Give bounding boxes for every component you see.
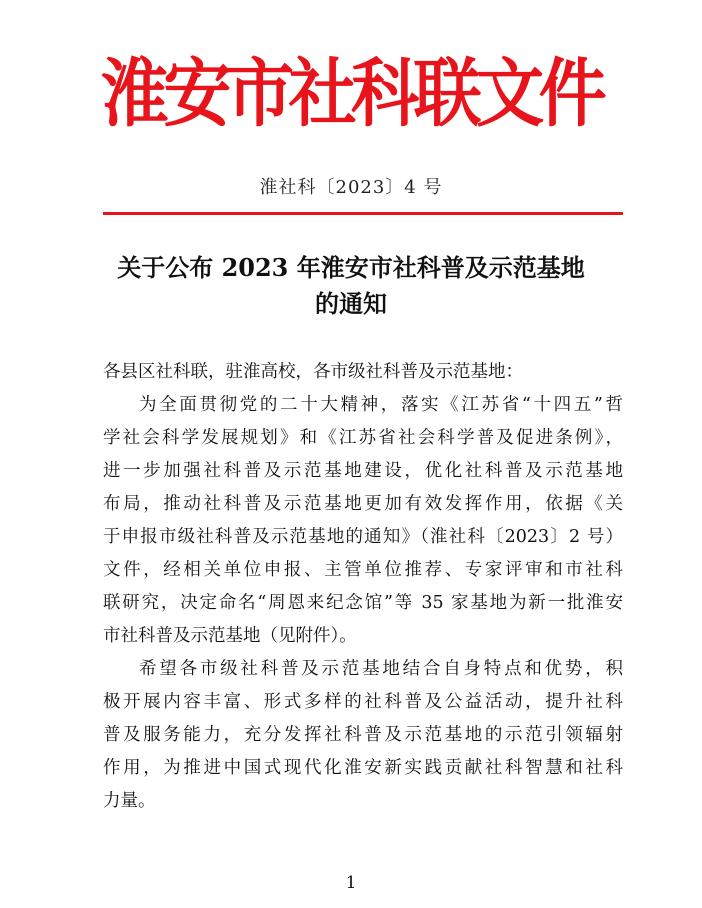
paragraph-line: 学社会科学发展规划》和《江苏省社会科学普及促进条例》， [103,428,623,448]
notice-body [103,356,623,818]
notice-title [60,250,642,322]
paragraph-line: 联研究，决定命名“周恩来纪念馆”等 35 家基地为新一批淮安 [103,593,623,613]
paragraph-line: 布局，推动社科普及示范基地更加有效发挥作用，依据《关 [103,494,623,514]
issuer-header-title: 淮安市社科联文件 [100,51,602,137]
paragraph-2 [103,653,623,818]
paragraph-line: 进一步加强社科普及示范基地建设，优化社科普及示范基地 [103,461,623,481]
page-number: 1 [345,873,357,893]
document-number: 淮社科〔2023〕4 号 [259,177,443,198]
salutation: 各县区社科联，驻淮高校，各市级社科普及示范基地： [103,362,523,382]
paragraph-line: 作用，为推进中国式现代化淮安新实践贡献社科智慧和社科 [103,758,623,778]
paragraph-line: 普及服务能力，充分发挥社科普及示范基地的示范引领辐射 [103,725,623,745]
paragraph-line: 于申报市级社科普及示范基地的通知》（淮社科〔2023〕2 号） [103,527,623,547]
paragraph-line: 为全面贯彻党的二十大精神，落实《江苏省“十四五”哲 [139,395,623,415]
paragraph-1 [103,389,623,653]
red-separator-rule [103,212,623,215]
paragraph-line: 力量。 [103,791,156,811]
notice-title-line: 的通知 [315,289,387,318]
paragraph-line: 文件，经相关单位申报、主管单位推荐、专家评审和市社科 [103,560,623,580]
paragraph-line: 希望各市级社科普及示范基地结合自身特点和优势，积 [139,659,623,679]
paragraph-line: 市社科普及示范基地（见附件）。 [103,626,357,646]
paragraph-line: 极开展内容丰富、形式多样的社科普及公益活动，提升社科 [103,692,623,712]
notice-title-line: 关于公布 2023 年淮安市社科普及示范基地 [117,253,585,282]
